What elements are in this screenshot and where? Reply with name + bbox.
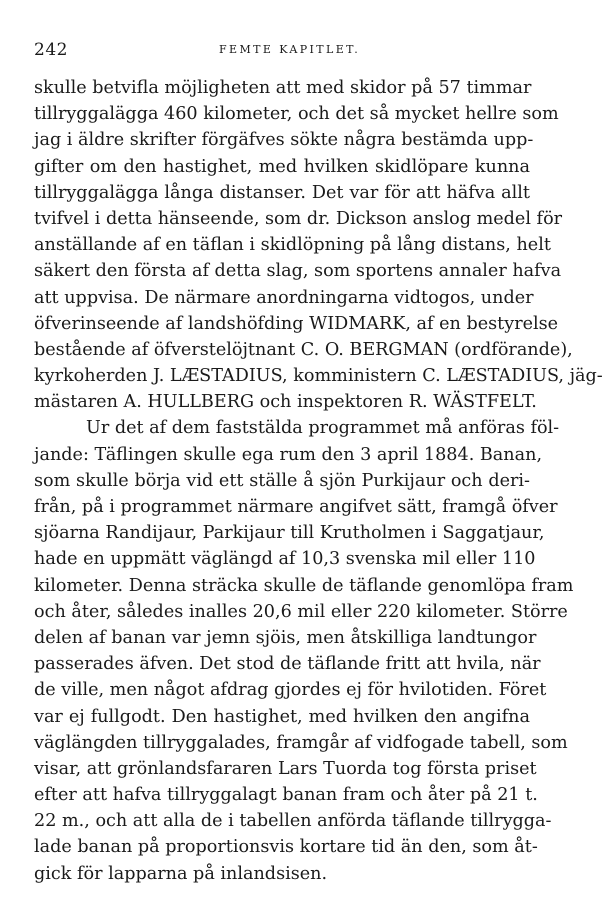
text-line: efter att hafva tillryggalagt banan fram och åter på 21 t.: [34, 785, 538, 806]
text-line: visar, att grönlandsfararen Lars Tuorda tog första priset: [34, 758, 537, 779]
text-line: tillryggalägga långa distanser. Det var för att häfva allt: [34, 182, 530, 203]
text-line: säkert den första af detta slag, som sportens annaler hafva: [34, 261, 562, 282]
text-line: lade banan på proportionsvis kortare tid än den, som åt-: [34, 837, 538, 858]
text-line: skulle betvifla möjligheten att med skidor på 57 timmar: [34, 78, 532, 98]
text-line: att uppvisa. De närmare anordningarna vidtogos, under: [34, 287, 534, 308]
running-head: [34, 40, 530, 62]
page-number: 242: [34, 40, 68, 60]
text-line: tvifvel i detta hänseende, som dr. Dickson anslog medel för: [34, 208, 563, 229]
text-line: anställande af en täflan i skidlöpning på lång distans, helt: [34, 235, 551, 256]
chapter-title: FEMTE KAPITLET.: [219, 43, 361, 56]
text-line: sjöarna Randijaur, Parkijaur till Krutholmen i Saggatjaur,: [34, 523, 545, 544]
text-line: jag i äldre skrifter förgäfves sökte några bestämda upp-: [34, 130, 534, 151]
text-line: kyrkoherden J. LÆSTADIUS, komministern C. LÆSTADIUS, jäg-: [34, 366, 603, 387]
text-line: från, på i programmet närmare angifvet sätt, framgå öfver: [34, 497, 558, 517]
text-line: jande: Täflingen skulle ega rum den 3 april 1884. Banan,: [34, 444, 543, 465]
body-text: [34, 75, 603, 887]
text-line: 22 m., och att alla de i tabellen anförda täflande tillrygga-: [34, 811, 552, 832]
text-line: mästaren A. HULLBERG och inspektoren R. WÄSTFELT.: [34, 392, 537, 413]
text-line: gifter om den hastighet, med hvilken skidlöpare kunna: [34, 156, 530, 177]
text-line: gick för lapparna på inlandsisen.: [34, 863, 328, 884]
text-line: Ur det af dem faststälda programmet må anföras föl-: [86, 418, 560, 439]
text-line: hade en uppmätt väglängd af 10,3 svenska mil eller 110: [34, 549, 536, 570]
text-line: bestående af öfverstelöjtnant C. O. BERGMAN (ordförande),: [34, 339, 573, 360]
text-line: var ej fullgodt. Den hastighet, med hvilken den angifna: [34, 706, 530, 727]
text-line: passerades äfven. Det stod de täflande fritt att hvila, när: [34, 654, 541, 675]
text-line: öfverinseende af landshöfding WIDMARK, af en bestyrelse: [34, 313, 559, 334]
text-line: väglängden tillryggalades, framgår af vidfogade tabell, som: [34, 732, 568, 753]
text-line: som skulle börja vid ett ställe å sjön Purkijaur och deri-: [34, 470, 530, 491]
text-line: kilometer. Denna sträcka skulle de täflande genomlöpa fram: [34, 575, 574, 596]
text-line: tillryggalägga 460 kilometer, och det så mycket hellre som: [34, 104, 559, 125]
text-line: och åter, således inalles 20,6 mil eller 220 kilometer. Större: [34, 601, 568, 622]
text-line: delen af banan var jemn sjöis, men åtskilliga landtungor: [34, 627, 537, 648]
text-line: de ville, men något afdrag gjordes ej för hvilotiden. Föret: [34, 680, 547, 701]
